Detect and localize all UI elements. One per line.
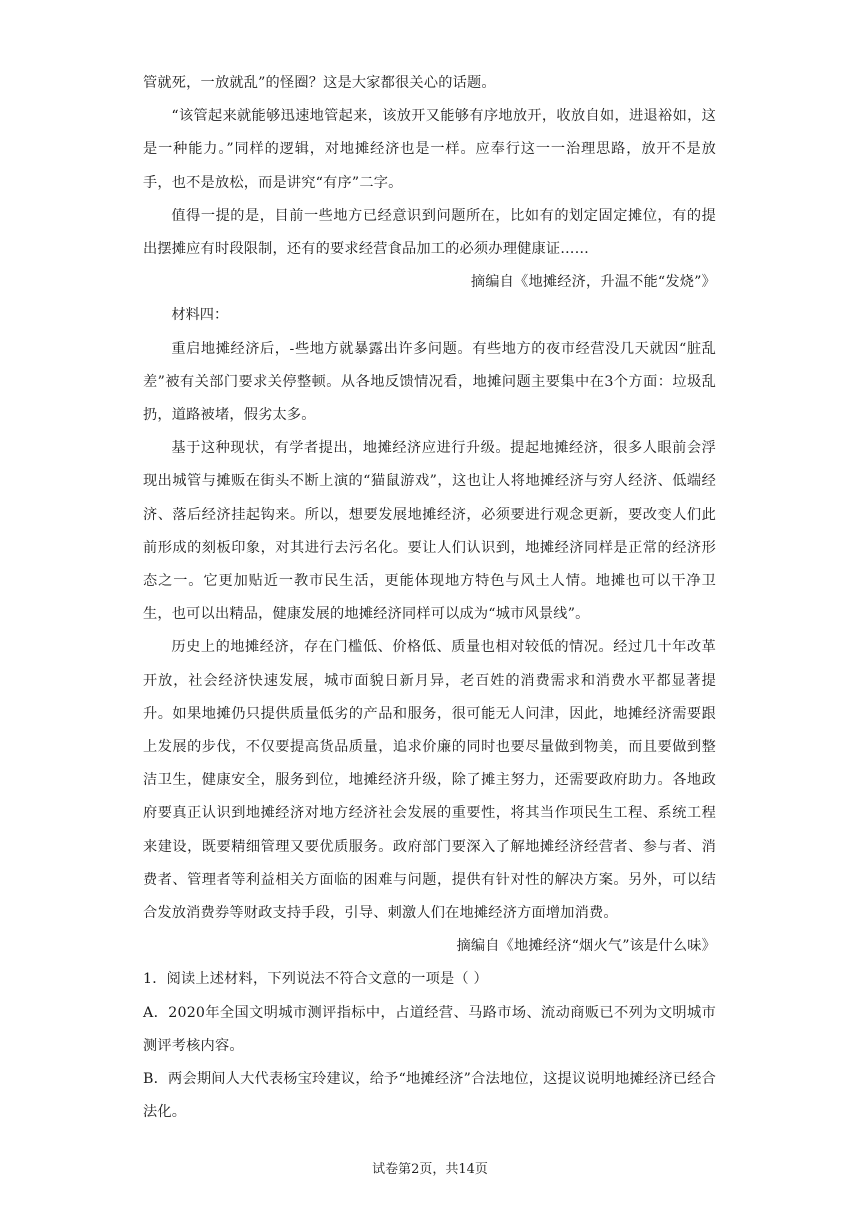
- paragraph-history: 历史上的地摊经济，存在门槛低、价格低、质量也相对较低的情况。经过几十年改革开放，社会经济快速发展，城市面貌日新月异，老百姓的消费需求和消费水平都显著提升。如果地摊仍只提供质量低劣的产品和服务，很可能无人问津，因此，地摊经济需要跟上发展的步伐，不仅要提高货品质量，追求价廉的同时也要尽量做到物美，而且要做到整洁卫生，健康安全，服务到位，地摊经济升级，除了摊主努力，还需要政府助力。各地政府要真正认识到地摊经济对地方经济社会发展的重要性，将其当作项民生工程、系统工程来建设，既要精细管理又要优质服务。政府部门要深入了解地摊经济经营者、参与者、消费者、管理者等利益相关方面临的困难与问题，提供有针对性的解决方案。另外，可以结合发放消费券等财政支持手段，引导、刺激人们在地摊经济方面增加消费。: [143, 639, 716, 922]
- option-a: A．2020年全国文明城市测评指标中，占道经营、马路市场、流动商贩已不列为文明城市测评考核内容。: [143, 1004, 716, 1054]
- paragraph-worth-mentioning: 值得一提的是，目前一些地方已经意识到问题所在，比如有的划定固定摊位，有的提出摆摊应有时段限制，还有的要求经营食品加工的必须办理健康证……: [143, 207, 716, 258]
- material-four-heading: 材料四：: [171, 307, 229, 324]
- page-content: [143, 67, 716, 1130]
- paragraph-upgrade: 基于这种现状，有学者提出，地摊经济应进行升级。提起地摊经济，很多人眼前会浮现出城管与摊贩在街头不断上演的“猫鼠游戏”，这也让人将地摊经济与穷人经济、低端经济、落后经济挂起钩来。所以，想要发展地摊经济，必须要进行观念更新，要改变人们此前形成的刻板印象，对其进行去污名化。要让人们认识到，地摊经济同样是正常的经济形态之一。它更加贴近一教市民生活，更能体现地方特色与风土人情。地摊也可以干净卫生，也可以出精品，健康发展的地摊经济同样可以成为“城市风景线”。: [143, 440, 716, 623]
- paragraph-restart: 重启地摊经济后，-些地方就暴露出许多问题。有些地方的夜市经营没几天就因“脏乱差”被有关部门要求关停整顿。从各地反馈情况看，地摊问题主要集中在3个方面：垃圾乱扔，道路被堵，假劣太多。: [143, 340, 716, 424]
- page-footer: 试卷第2页，共14页: [372, 1162, 488, 1177]
- paragraph-continuation: 管就死，一放就乱”的怪圈？这是大家都很关心的话题。: [143, 75, 496, 91]
- source-citation-2: 摘编自《地摊经济“烟火气”该是什么味》: [456, 938, 716, 955]
- source-citation-1: 摘编自《地摊经济，升温不能“发烧”》: [470, 274, 716, 291]
- paragraph-quote: “该管起来就能够迅速地管起来，该放开又能够有序地放开，收放自如，进退裕如，这是一种能力。”同样的逻辑，对地摊经济也是一样。应奉行这一一治理思路，放开不是放手，也不是放松，而是讲究“有序”二字。: [143, 108, 716, 191]
- option-b: B．两会期间人大代表杨宝玲建议，给予“地摊经济”合法地位，这提议说明地摊经济已经合法化。: [143, 1071, 716, 1121]
- question-1: 1．阅读上述材料，下列说法不符合文意的一项是（ ）: [143, 971, 488, 988]
